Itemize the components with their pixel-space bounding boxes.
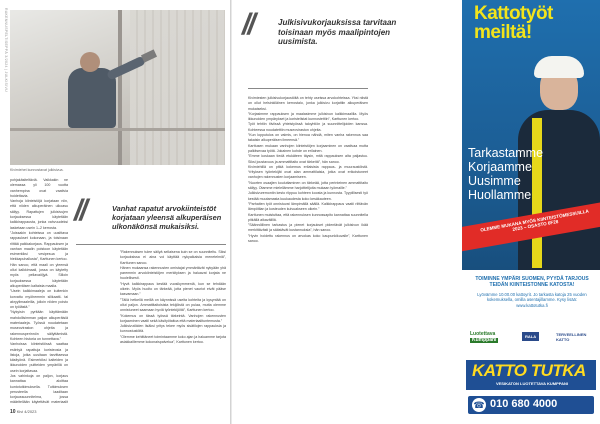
- rala-logo: RALA: [522, 332, 539, 341]
- article-paragraph: ”Nuorten osaajien kouluttaminen on tärkeää, jotta perinteinen ammattitaito säilyy. Otamme mielellämme harjoittelijoita mukaan työmaille.”: [248, 180, 368, 191]
- quote-mark-icon: //: [74, 194, 85, 227]
- article-paragraph: ”Hyvä kalkkirappaus kestää vuosikymmeniä, kun se tehdään oikein. Myös huolto on tärkeää, jotta pienet vauriot eivät pääse kasvamaan.”: [120, 281, 226, 297]
- magazine-name: Kivi: [16, 409, 24, 414]
- article-paragraph: Kivimiehillä on pitkä kokemus erilaisista rappaus- ja muuraustöistä. Yrityksen työntekijät ovat alan ammattilaisia, jotka ovat erikoistuneet vanhojen rakennusten korjaamiseen.: [248, 164, 368, 180]
- ad-brand-block[interactable]: [466, 360, 596, 390]
- article-paragraph: Jos vahinkoja on paljon, korjaus kannattaa aloittaa kuntotutkimuksella. Tutkimuksen perusteella laaditaan korjaussuunnitelma, jossa määritellään käytettävät materiaalit: [10, 373, 68, 405]
- article-paragraph: Karttusen mukaan vanhojen kiinteistöjen korjaaminen on vaativaa mutta palkitsevaa työtä. Jokainen kohde on erilainen.: [248, 143, 368, 153]
- article-paragraph: ”Joissakin kohteissa on uusittava rappaukset kokonaan, ja toisinaan riittää paikkakorjaus. Rappauksen ja vanhan maalin poistoon käytetään esimerkiksi vesipesua ja hiekkapuhallusta”, Karttunen kertoo.: [10, 230, 68, 262]
- issue-number: 4/2023: [24, 409, 37, 414]
- article-paragraph: Vanhoissa kiinteistöissä saattaa esiintyä rapattuja koristeosia ja listoja, jotka uusitaan tarvittaessa käsityönä. Esimerkiksi kaiteiden ja ikkunoiden puitteiden ympärillä on usein korjattavaa.: [10, 342, 68, 373]
- helmet-icon: [534, 56, 584, 78]
- brand-name: KATTO TUTKA: [472, 361, 586, 380]
- article-paragraph: Hän sanoo, että maali on yleensä ollut kalkkimaali, jossa on käytetty myös pellavaöljyä. Silloin korjauksessa käytetään alkuperäisen kaltaista maalia.: [10, 262, 68, 288]
- article-paragraph: Kivimiesten julkisivukorjaustöitä on tehty useissa arvokohteissa. Yksi niistä on ollut helsinkiläinen kerrostalo, jonka julkisivu korjattiin alkuperäisen mukaiseksi.: [248, 96, 368, 111]
- article-paragraph: pohjakäsiteltäviä. Vaikkakin ne olemassa yli 100 vuotta vanhempina ovat vaativia hoidettavia.: [10, 178, 68, 198]
- brand-tagline: VESIKATON LUOTETTAVA KUMPPANI: [495, 381, 569, 386]
- ad-partner-logos: [470, 330, 594, 348]
- article-paragraph: ”Parhaiten työt onnistuvat lämpimällä säällä. Kalkkirappaus vaatii riittävän lämpötilan ja kosteuden kuivuakseen oikein.”: [248, 201, 368, 212]
- article-paragraph: ”Usein kalkkimaaleja on kuitenkin korvattu myöhemmin silikaatti- tai akryylimaaleilla, jolloin niiden poisto on työlästä.”: [10, 289, 68, 310]
- ad-slogan: Tarkastamme Korjaamme Uusimme Huollamme: [468, 146, 544, 202]
- pull-quote-top-text: Julkisivukorjauksissa tarvitaan toisinaan myös maalipintojen uusimista.: [278, 18, 397, 46]
- column-1-paragraphs: [10, 178, 68, 406]
- ad-details: Lyövämme 10.00.00 kattoyrit. Jo tarkasta katoja 25 vuoden kokemuksella, omilla asentajillamme. Kysy lisää: www.kattotutka.fi: [477, 292, 587, 308]
- article-paragraph: Vanhoja kiinteistöjä korjataan niin, että niiden alkuperäinen ulkoasu säilyy. Rapattujen julkisivujen korjauksessa käytetään kalkkirappausta, jonka vahvuudeksi lasketaan usein 1–2 kerrosta.: [10, 199, 68, 230]
- ad-title: Kattotyöt meiltä!: [474, 3, 553, 43]
- article-paragraph: ”Olemme kehittäneet toimintaamme koko ajan ja haluamme tarjota asiakkaillemme kokonaispalvelua”, Karttunen kertoo.: [120, 334, 226, 345]
- article-paragraph: ”Kokemus on tässä työssä tärkeintä. Vanhojen rakennusten korjaaminen vaatii sekä käsityötaitoa että materiaalituntemusta.”: [120, 313, 226, 323]
- quote-divider-top: [248, 88, 368, 89]
- article-paragraph: Julkisivutöiden lisäksi yritys tekee myös sisätilojen rappauksia ja kunnostustöitä.: [120, 324, 226, 334]
- ad-call-to-action: TOIMINNE YMPÄRI SUOMEN, PYYDÄ TARJOUS TEIDÄN KIINTEISTONNE KATOSTA!: [475, 276, 589, 288]
- article-paragraph: ”Emme koskaan tiedä etukäteen täysin, mitä rappauksen alta paljastuu. Siksi joustavuus ja ammattitaito ovat tärkeitä”, hän sanoo.: [248, 154, 368, 164]
- article-column-3: [248, 96, 368, 408]
- article-paragraph: ”Säännöllinen tarkastus ja pienet korjaukset pidentävät julkisivun ikää merkittävästi ja säästävät kustannuksia”, hän sanoo.: [248, 223, 368, 233]
- side-running-text: RAKENNUSPELTISEPPÄ 3/2024 | JULKISIVU: [4, 8, 8, 92]
- page-number: 10: [10, 409, 16, 415]
- page-footer: [10, 409, 37, 415]
- article-paragraph: ”Nykyisin pyritään käyttämään mahdollisimman paljon alkuperäisiä materiaaleja. Työssä noudatetaan museoviraston ohjeita ja rakennusperinnön säilyttämistä. Kohteen historia on tunnettava.”: [10, 310, 68, 341]
- article-paragraph: ”Kun lopputulos on valmis, on hienoa nähdä, miten vanha rakennus saa takaisin alkuperäisen ilmeensä.”: [248, 133, 368, 143]
- quote-mark-icon: //: [242, 8, 253, 41]
- article-paragraph: ”Korjasimme rappauksen ja maalasimme julkisivun kalkkimaalilla. Myös ikkunoiden ympärykset ja koristelistat kunnostettiin”, Karttunen kertoo.: [248, 111, 368, 122]
- article-paragraph: Julkisivuremontin kesto riippuu kohteen koosta ja kunnosta. Tyypillisesti työ kestää muutamasta kuukaudesta koko kesäkauteen.: [248, 191, 368, 201]
- ad-band-text: OLEMME MUKANA MYÖS KIINTEISTÖMESSUILLA 2023 – OSASTO 6F28: [479, 208, 590, 233]
- article-paragraph: ”Hyvin hoidettu rakennus on arvokas koko kaupunkikuvalle”, Karttunen sanoo.: [248, 233, 368, 244]
- terveellinen-katto-logo: TERVEELLINEN KATTO: [556, 332, 587, 342]
- page-gutter: [230, 0, 232, 424]
- article-column-1: [10, 178, 68, 406]
- phone-icon: ☎: [473, 400, 485, 410]
- article-photo: [10, 10, 225, 165]
- article-paragraph: ”Rakennuksen tulee säilyä sellaisena kuin se on suunniteltu. Siksi korjauksissa ei aina voi käyttää nykyaikaisia menetelmiä”, Karttunen sanoo.: [120, 250, 226, 265]
- article-paragraph: Työt tehtiin tiiviissä yhteistyössä taloyhtiön ja suunnittelijoiden kanssa. Kohteessa noudatettiin museoviraston ohjeita.: [248, 122, 368, 132]
- article-column-2: [120, 250, 226, 406]
- phone-button[interactable]: [468, 396, 594, 414]
- luotettava-kumppani-logo: Luotettava Kumppani: [470, 331, 497, 343]
- article-paragraph: Karttunen muistuttaa, että rakennuksen kunnossapito kannattaa suunnitella pitkällä aikavälillä.: [248, 212, 368, 222]
- column-2-paragraphs: [120, 250, 226, 345]
- column-3-paragraphs: [248, 96, 368, 244]
- phone-number: 010 680 4000: [490, 398, 558, 410]
- photo-caption: Kivimiehet kunnostavat julkisivua.: [10, 168, 64, 172]
- pull-quote-middle-text: Vanhat rapatut arvokiinteistöt korjataan yleensä alkuperäisen ulkonäkönsä mukaisiksi.: [112, 204, 222, 231]
- article-paragraph: Hänen mukaansa rakennusten omistajat ymmärtävät nykyään yhä paremmin arvokiinteistöjen merkityksen ja haluavat korjata ne huolellisesti.: [120, 265, 226, 281]
- advertisement[interactable]: [462, 0, 600, 424]
- article-paragraph: ”Tällä hetkellä meillä on käynnissä useita kohteita ja kysyntää on ollut paljon. Ammattitaitoisista tekijöistä on pulaa, mutta olemme onnistuneet saamaan hyviä työntekijöitä”, Karttunen kertoo.: [120, 297, 226, 313]
- quote-divider-middle: [76, 244, 226, 245]
